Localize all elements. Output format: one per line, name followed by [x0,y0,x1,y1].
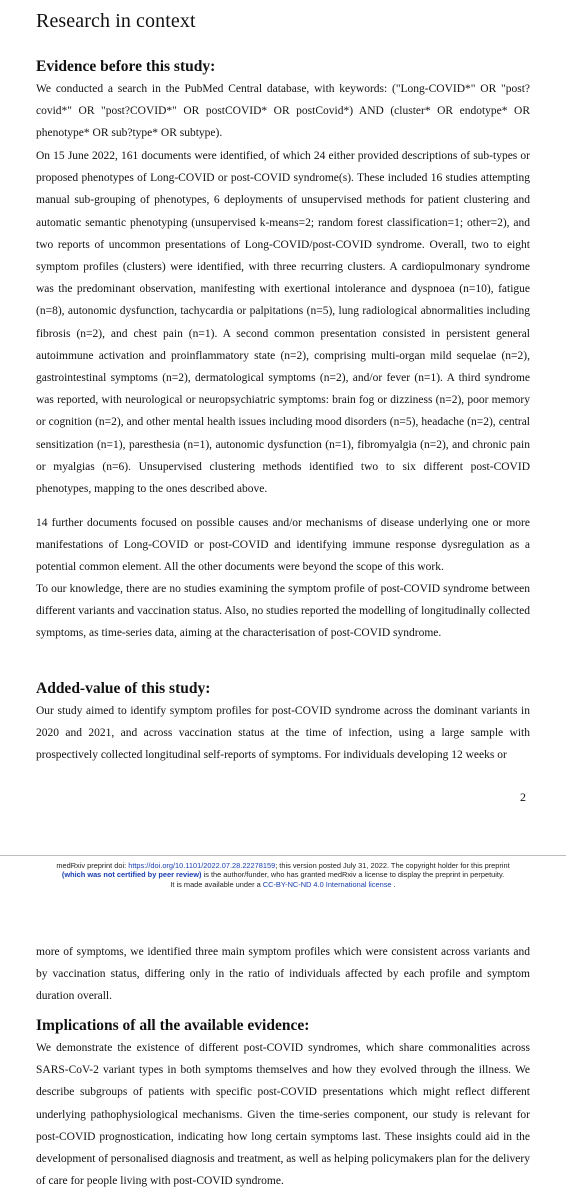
preprint-posted-note: ; this version posted July 31, 2022. The copyright holder for this preprint [275,861,510,870]
evidence-paragraph-4: To our knowledge, there are no studies examining the symptom profile of post-COVID syndrome between different variants and vaccination status. Also, no studies reported the modelling of longitudinally collected symptoms, as time-series data, aiming at the characterisation of post-COVID syndrome. [36,583,530,640]
evidence-paragraph-2: On 15 June 2022, 161 documents were identified, of which 24 either provided descriptions of sub-types or proposed phenotypes of Long-COVID or post-COVID syndrome(s). These included 16 studies attempting manual sub-grouping of phenotypes, 6 deployments of unsupervised methods for patient clustering and automatic semantic phenotyping (unsupervised k-means=2; random forest classification=1; other=2), and two reports of uncommon presentations of Long-COVID/post-COVID syndrome. Overall, two to eight symptom profiles (clusters) were identified, with three recurring clusters. A cardiopulmonary syndrome was the predominant observation, manifesting with exertional intolerance and dyspnoea (n=10), fatigue (n=8), autonomic dysfunction, tachycardia or palpitations (n=5), lung radiological abnormalities including fibrosis (n=2), and chest pain (n=1). A second common presentation consisted in persistent general autoimmune activation and proinflammatory state (n=2), comprising multi-organ mild sequelae (n=2), gastrointestinal symptoms (n=2), dermatological symptoms (n=2), and/or fever (n=1). A third syndrome was reported, with neurological or neuropsychiatric symptoms: brain fog or dizziness (n=2), poor memory or cognition (n=2), and other mental health issues including mood disorders (n=5), headache (n=2), central sensitization (n=1), paresthesia (n=1), autonomic dysfunction (n=1), fibromyalgia (n=2), and chronic pain or myalgias (n=6). Unsupervised clustering methods identified two to six different post-COVID phenotypes, mapping to the ones described above. [36,150,530,496]
page-number: 2 [520,790,526,804]
preprint-footer-line-2 [0,870,566,879]
preprint-footer-line-3 [0,880,566,889]
implications-paragraph: We demonstrate the existence of different post-COVID syndromes, which share commonalities across SARS-CoV-2 variant types in both symptoms themselves and how they evolved through the illness. We describe subgroups of patients with specific post-COVID presentations which might reflect different underlying pathophysiological mechanisms. Given the time-series component, our study is relevant for post-COVID prognostication, indicating how long certain symptoms last. These insights could aid in the development of personalised diagnosis and treatment, as well as helping policymakers plan for the delivery of care for people living with post-COVID syndrome. [36,1042,530,1188]
evidence-heading: Evidence before this study: [36,58,216,75]
preprint-doi-prefix: medRxiv preprint doi: [56,861,129,870]
evidence-paragraph-1: We conducted a search in the PubMed Central database, with keywords: ("Long-COVID*" OR "post?covid*" OR "post?COVID*" OR postCOVID* OR postCovid*) AND (cluster* OR endotype* OR phenotype* OR sub?type* OR subtype). [36,83,530,140]
implications-heading: Implications of all the available evidence: [36,1017,310,1034]
license-prefix: It is made available under a [170,879,263,889]
doi-link[interactable]: https://doi.org/10.1101/2022.07.28.22278159 [128,861,276,870]
preprint-footer [0,861,566,889]
preprint-footer-line-1 [0,861,566,870]
added-value-paragraph-continued: more of symptoms, we identified three main symptom profiles which were consistent across variants and by vaccination status, differing only in the ratio of individuals affected by each profile and symptom duration overall. [36,946,530,1003]
section-title: Research in context [36,10,196,32]
license-link[interactable]: CC-BY-NC-ND 4.0 International license [262,879,392,889]
page-bottom [0,905,566,1200]
page-separator [0,855,566,856]
evidence-paragraph-3: 14 further documents focused on possible causes and/or mechanisms of disease underlying one or more manifestations of Long-COVID or post-COVID and identifying immune response dysregulation as a potential common element. All the other documents were beyond the scope of this work. [36,517,530,574]
added-value-heading: Added-value of this study: [36,680,211,697]
license-grant-note: is the author/funder, who has granted medRxiv a license to display the preprint in perpetuity. [201,870,505,880]
license-suffix: . [391,879,396,889]
added-value-paragraph-start: Our study aimed to identify symptom profiles for post-COVID syndrome across the dominant variants in 2020 and 2021, and across vaccination status at the time of infection, using a large sample with prospectively collected longitudinal self-reports of symptoms. For individuals developing 12 weeks or [36,705,530,762]
not-certified-link[interactable]: (which was not certified by peer review) [61,870,202,880]
